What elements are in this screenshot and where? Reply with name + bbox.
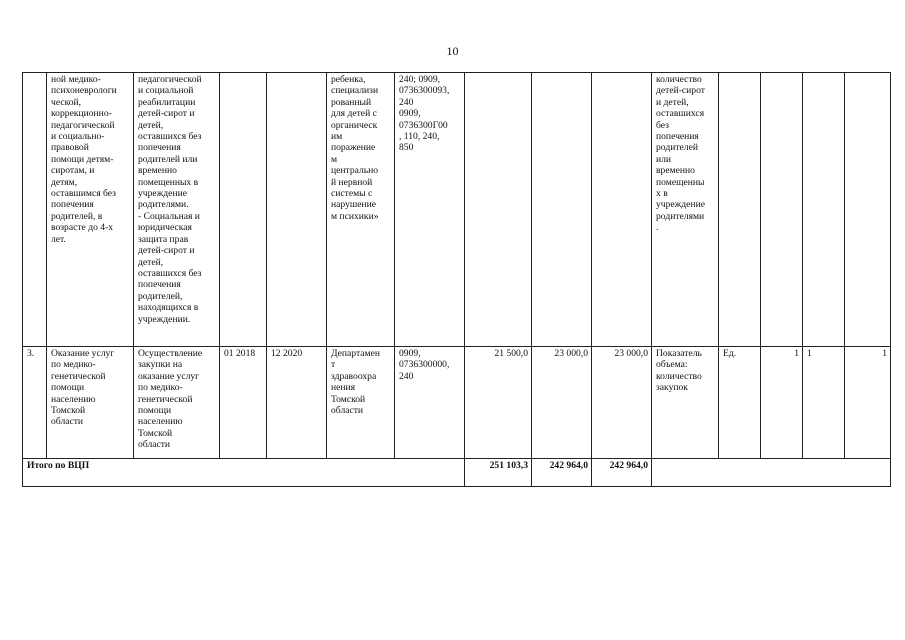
cell-start-date bbox=[220, 73, 267, 347]
cell-amount-2: 23 000,0 bbox=[532, 347, 592, 459]
page-number: 10 bbox=[446, 44, 459, 58]
table-row bbox=[23, 347, 891, 459]
cell-indicator: количество детей-сирот и детей, оставшихся без попечения родителей или временно помещенны х в учреждение родителями . bbox=[652, 73, 719, 347]
cell-budget-code: 0909, 0736300000, 240 bbox=[395, 347, 465, 459]
cell-number: 3. bbox=[23, 347, 47, 459]
cell-unit bbox=[719, 73, 761, 347]
total-amount-2: 242 964,0 bbox=[532, 459, 592, 487]
cell-amount-3 bbox=[592, 73, 652, 347]
cell-value-2: 1 bbox=[803, 347, 845, 459]
cell-value-3: 1 bbox=[845, 347, 891, 459]
cell-budget-code: 240; 0909, 0736300093, 240 0909, 0736300Г00 , 110, 240, 850 bbox=[395, 73, 465, 347]
cell-executor: Департамен т здравоохра нения Томской области bbox=[327, 347, 395, 459]
cell-start-date: 01 2018 bbox=[220, 347, 267, 459]
cell-value-1 bbox=[761, 73, 803, 347]
cell-end-date: 12 2020 bbox=[267, 347, 327, 459]
program-table bbox=[22, 72, 891, 487]
cell-unit: Ед. bbox=[719, 347, 761, 459]
total-label: Итого по ВЦП bbox=[23, 459, 465, 487]
total-amount-1: 251 103,3 bbox=[465, 459, 532, 487]
cell-activity: Осуществление закупки на оказание услуг по медико- генетической помощи населению Томской области bbox=[134, 347, 220, 459]
cell-value-1: 1 bbox=[761, 347, 803, 459]
total-amount-3: 242 964,0 bbox=[592, 459, 652, 487]
cell-executor: ребенка, специализи рованный для детей с органическ им поражение м центрально й нервной системы с нарушение м психики» bbox=[327, 73, 395, 347]
cell-end-date bbox=[267, 73, 327, 347]
cell-task-name: Оказание услуг по медико- генетической помощи населению Томской области bbox=[47, 347, 134, 459]
cell-indicator: Показатель объема: количество закупок bbox=[652, 347, 719, 459]
total-row bbox=[23, 459, 891, 487]
cell-value-2 bbox=[803, 73, 845, 347]
total-empty bbox=[652, 459, 891, 487]
cell-amount-1 bbox=[465, 73, 532, 347]
cell-amount-1: 21 500,0 bbox=[465, 347, 532, 459]
cell-activity: педагогической и социальной реабилитации детей-сирот и детей, оставшихся без попечения родителей или временно помещенных в учреждение родителями. - Социальная и юридическая защита прав детей-сирот и детей, оставшихся без попечения родителей, находящихся в учреждении. bbox=[134, 73, 220, 347]
cell-amount-2 bbox=[532, 73, 592, 347]
table-row bbox=[23, 73, 891, 347]
cell-number bbox=[23, 73, 47, 347]
cell-task-name: ной медико- психоневрологи ческой, коррекционно- педагогической и социально- правовой помощи детям- сиротам, и детям, оставшимся без попечения родителей, в возрасте до 4-х лет. bbox=[47, 73, 134, 347]
cell-value-3 bbox=[845, 73, 891, 347]
cell-amount-3: 23 000,0 bbox=[592, 347, 652, 459]
